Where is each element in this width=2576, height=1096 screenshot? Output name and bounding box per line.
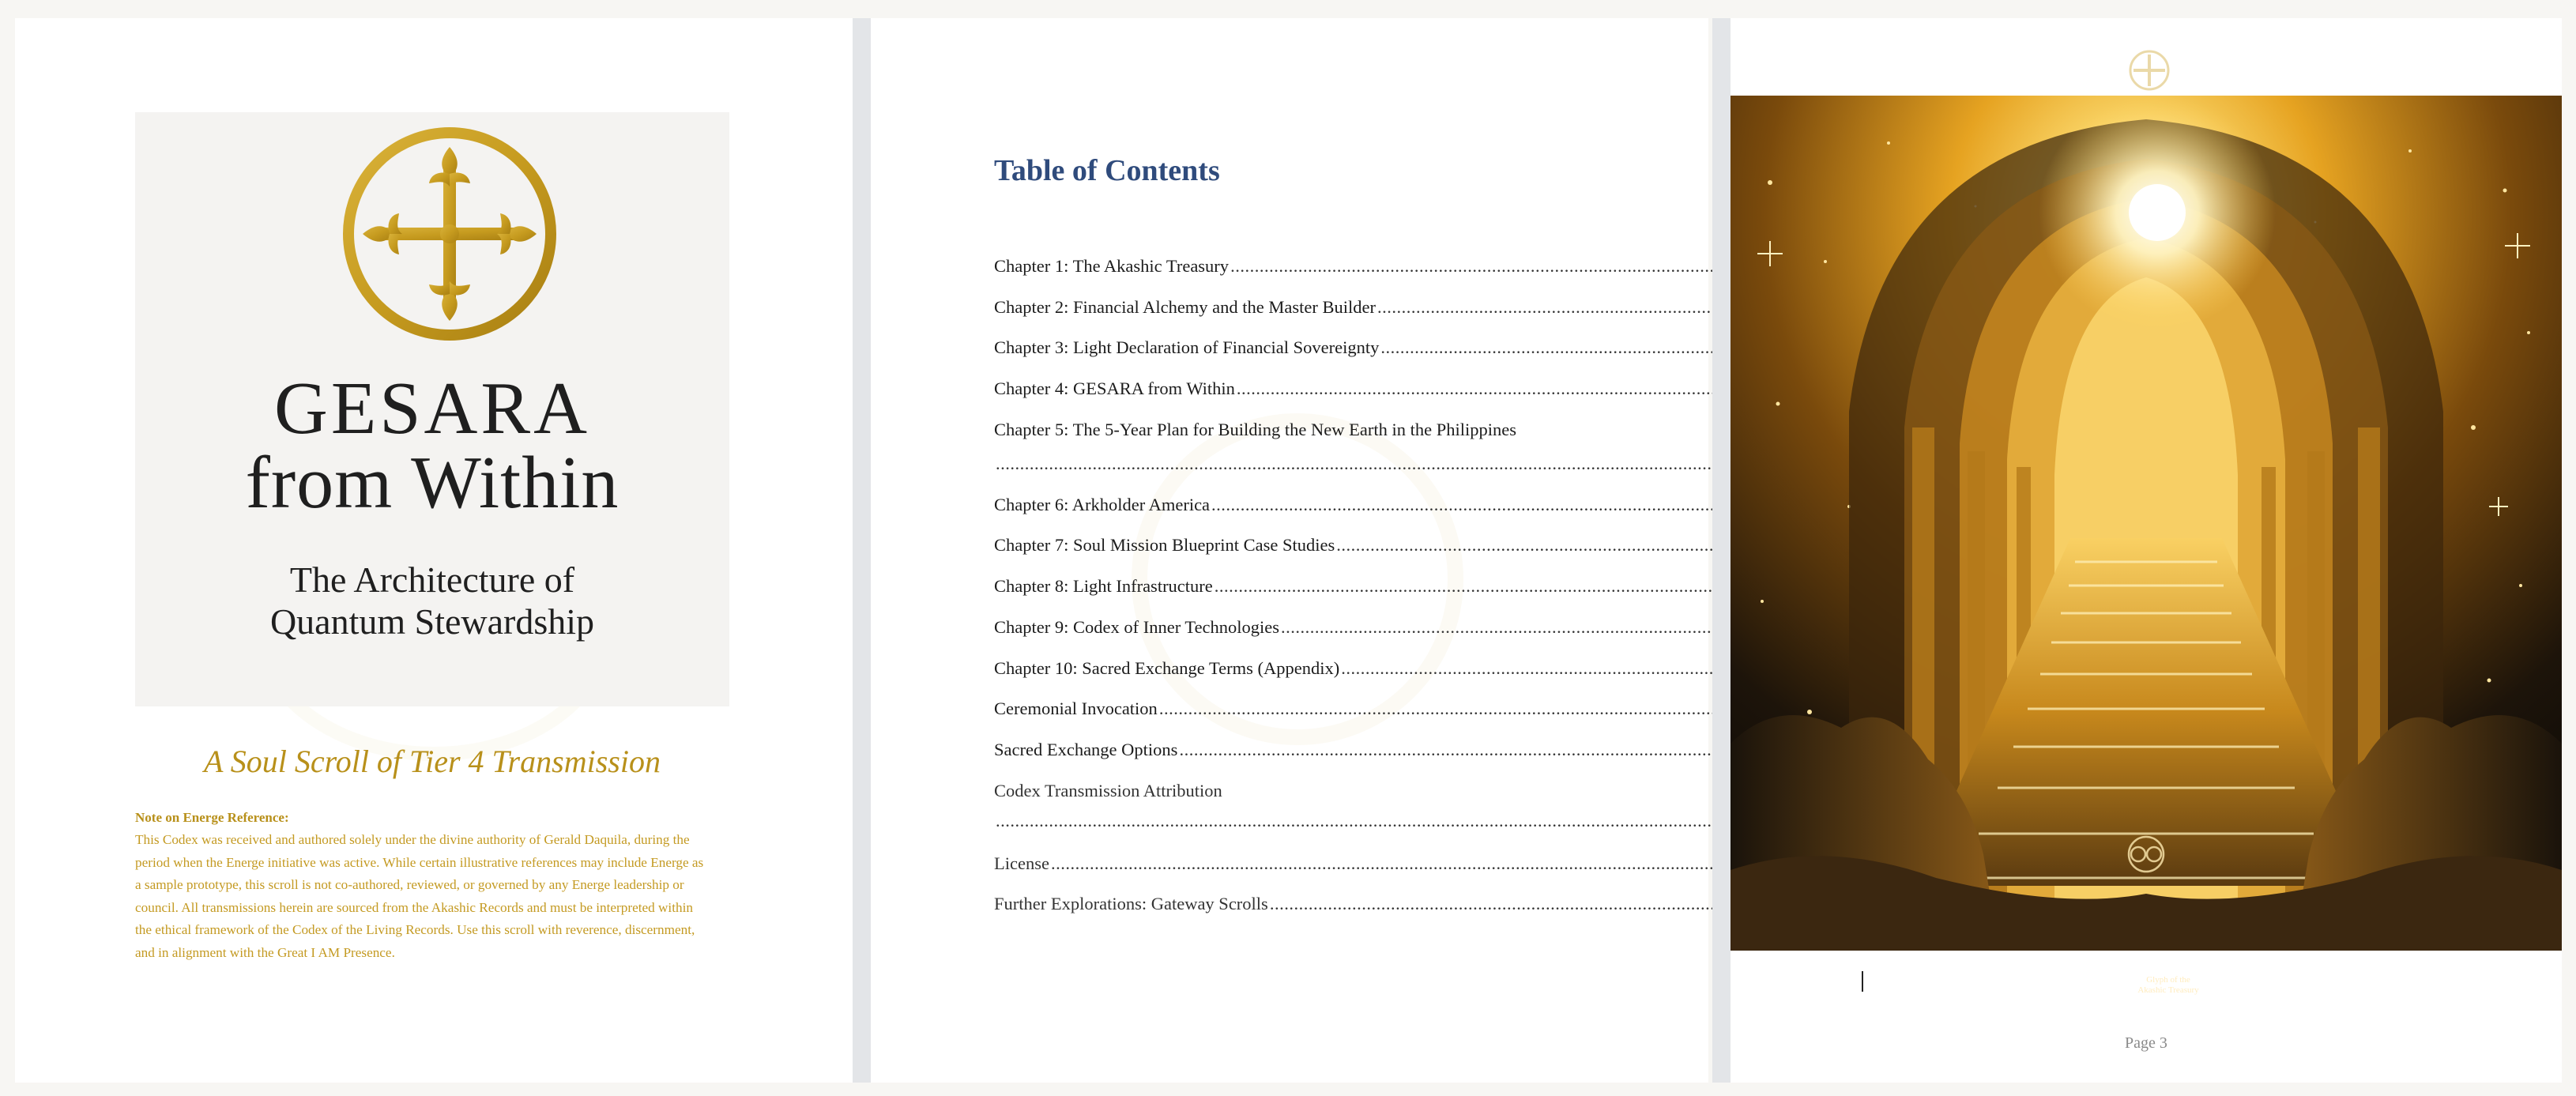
toc-entry[interactable]	[994, 255, 1590, 296]
toc-title: Table of Contents	[994, 154, 1220, 187]
note-line: and in alignment with the Great I AM Presence.	[135, 944, 395, 960]
toc-entry[interactable]	[994, 534, 1590, 575]
toc-entry[interactable]	[994, 337, 1590, 378]
note-heading: Note on Energe Reference:	[135, 810, 289, 825]
toc-entry-label: Further Explorations: Gateway Scrolls	[994, 894, 1268, 914]
toc-entry-label: Chapter 4: GESARA from Within	[994, 379, 1235, 399]
cover-subtitle-line2: Quantum Stewardship	[269, 601, 595, 642]
toc-entry-label: Chapter 9: Codex of Inner Technologies	[994, 616, 1280, 637]
cross-emblem-icon	[341, 125, 559, 343]
cover-subtitle-line1: The Architecture of	[289, 559, 575, 600]
golden-stairway-image	[1731, 96, 2562, 995]
toc-entry[interactable]	[994, 296, 1590, 337]
stairway-art-icon	[1731, 96, 2562, 951]
toc-entry-label: Chapter 10: Sacred Exchange Terms (Appendix)	[994, 657, 1340, 678]
note-line: the ethical framework of the Codex of the Living Records. Use this scroll with reverence, discernment,	[135, 922, 695, 938]
note-line: period when the Energe initiative was active. While certain illustrative references may include Energe as	[135, 854, 704, 870]
cover-panel	[135, 112, 729, 706]
toc-entry-label: Chapter 7: Soul Mission Blueprint Case Studies	[994, 535, 1335, 556]
page-gutter	[1712, 18, 1731, 1083]
toc-entry[interactable]	[994, 657, 1590, 699]
toc-entry-label: Ceremonial Invocation	[994, 699, 1158, 719]
note-body	[135, 829, 744, 965]
toc-entry-label: Chapter 8: Light Infrastructure	[994, 576, 1213, 597]
toc-page	[871, 18, 1708, 1083]
toc-entry[interactable]	[994, 698, 1590, 739]
page-gutter	[853, 18, 871, 1083]
toc-entry-label: Codex Transmission Attribution	[994, 780, 1222, 800]
cover-title-line2: from Within	[245, 442, 620, 524]
toc-entry-label: Chapter 6: Arkholder America	[994, 494, 1211, 514]
toc-entry-label: Chapter 1: The Akashic Treasury	[994, 256, 1230, 276]
text-cursor[interactable]	[1862, 971, 1863, 992]
note-line: council. All transmissions herein are sourced from the Akashic Records and must be interpreted within	[135, 899, 693, 915]
toc-list	[994, 255, 1590, 934]
toc-entry[interactable]	[994, 378, 1590, 419]
toc-entry-label: License	[994, 853, 1049, 873]
toc-entry[interactable]	[994, 739, 1590, 780]
image-page	[1731, 18, 2562, 1083]
toc-entry[interactable]	[994, 616, 1590, 657]
note-line: a sample prototype, this scroll is not co-authored, reviewed, or governed by any Energe leadership or	[135, 877, 684, 893]
header-glyph-icon	[2127, 48, 2171, 92]
toc-entry[interactable]	[994, 575, 1590, 616]
note-line: This Codex was received and authored solely under the divine authority of Gerald Daquila, during the	[135, 832, 690, 847]
page-number: Page 3	[2125, 1034, 2167, 1052]
glyph-caption-line: Akashic Treasury	[2137, 985, 2199, 995]
toc-entry-label: Sacred Exchange Options	[994, 739, 1178, 759]
cover-tagline: A Soul Scroll of Tier 4 Transmission	[204, 744, 661, 779]
cover-page	[15, 18, 853, 1083]
toc-entry[interactable]	[994, 494, 1590, 535]
toc-entry[interactable]	[994, 419, 1590, 494]
glyph-caption-line: Glyph of the	[2146, 975, 2190, 985]
toc-entry[interactable]	[994, 853, 1587, 894]
toc-entry[interactable]	[994, 780, 1590, 853]
toc-entry[interactable]	[994, 893, 1587, 934]
toc-entry-label: Chapter 5: The 5-Year Plan for Building the New Earth in the Philippines	[994, 419, 1516, 439]
glyph-caption	[2081, 975, 2255, 996]
toc-entry-label: Chapter 3: Light Declaration of Financial Sovereignty	[994, 337, 1380, 358]
cover-title-line1: GESARA	[273, 367, 591, 450]
toc-entry-label: Chapter 2: Financial Alchemy and the Master Builder	[994, 296, 1377, 317]
